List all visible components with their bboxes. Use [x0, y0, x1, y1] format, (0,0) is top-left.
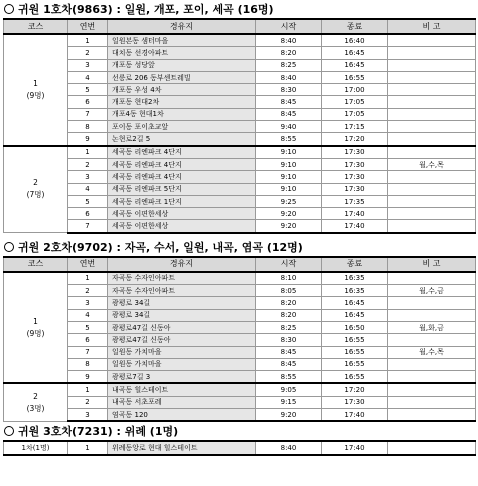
table-row — [4, 371, 476, 384]
start-time: 8:10 — [256, 272, 322, 285]
start-time: 8:25 — [256, 59, 322, 71]
end-time: 16:35 — [322, 285, 388, 297]
row-index: 1 — [68, 146, 108, 159]
start-time: 8:55 — [256, 371, 322, 384]
end-time: 17:30 — [322, 158, 388, 170]
table-row — [4, 34, 476, 47]
table-row — [4, 346, 476, 358]
note-cell — [388, 195, 476, 207]
row-index: 5 — [68, 321, 108, 333]
row-index: 2 — [68, 158, 108, 170]
end-time: 17:40 — [322, 441, 388, 454]
stop-name: 광평로47길 신동아 — [108, 321, 256, 333]
end-time: 17:30 — [322, 396, 388, 408]
stop-name: 논현로2길 5 — [108, 133, 256, 146]
route-table-bus-2 — [3, 256, 476, 423]
circle-bullet-icon — [4, 4, 14, 14]
note-cell — [388, 208, 476, 220]
table-row — [4, 84, 476, 96]
row-index: 6 — [68, 208, 108, 220]
table-header-row — [4, 257, 476, 272]
table-row — [4, 108, 476, 120]
course-number: 1 — [33, 78, 38, 88]
course-count: (9명) — [26, 328, 45, 338]
start-time: 8:25 — [256, 321, 322, 333]
end-time: 16:55 — [322, 371, 388, 384]
start-time: 9:05 — [256, 383, 322, 396]
stop-name: 포이동 포이초교앞 — [108, 121, 256, 133]
row-index: 5 — [68, 195, 108, 207]
table-row — [4, 358, 476, 370]
circle-bullet-icon — [4, 242, 14, 252]
start-time: 9:25 — [256, 195, 322, 207]
section-title-bus-1: 귀원 1호차(9863) : 일원, 개포, 포이, 세곡 (16명) — [0, 1, 478, 18]
start-time: 8:40 — [256, 71, 322, 83]
course-group — [4, 34, 476, 146]
header-end: 종료 — [322, 19, 388, 34]
course-number: 2 — [33, 391, 38, 401]
route-table-bus-1 — [3, 18, 476, 234]
end-time: 16:40 — [322, 34, 388, 47]
row-index: 7 — [68, 108, 108, 120]
start-time: 9:10 — [256, 183, 322, 195]
stop-name: 개포4동 현대1차 — [108, 108, 256, 120]
course-cell — [4, 383, 68, 421]
end-time: 16:55 — [322, 71, 388, 83]
start-time: 9:20 — [256, 208, 322, 220]
start-time: 8:30 — [256, 84, 322, 96]
route-schedule-document — [0, 1, 478, 486]
table-row — [4, 158, 476, 170]
end-time: 17:20 — [322, 383, 388, 396]
course-group — [4, 272, 476, 384]
stop-name: 일원동 가치마을 — [108, 346, 256, 358]
header-note: 비 고 — [388, 257, 476, 272]
note-cell — [388, 220, 476, 233]
table-row — [4, 133, 476, 146]
table-row — [4, 96, 476, 108]
row-index: 8 — [68, 358, 108, 370]
stop-name: 자곡동 수자인아파트 — [108, 272, 256, 285]
table-row — [4, 285, 476, 297]
course-group — [4, 146, 476, 233]
row-index: 2 — [68, 47, 108, 59]
row-index: 3 — [68, 297, 108, 309]
table-row — [4, 272, 476, 285]
end-time: 16:55 — [322, 358, 388, 370]
note-cell — [388, 71, 476, 83]
stop-name: 개포동 우성 4차 — [108, 84, 256, 96]
row-index: 5 — [68, 84, 108, 96]
header-course: 코스 — [4, 19, 68, 34]
start-time: 8:40 — [256, 34, 322, 47]
table-row — [4, 409, 476, 422]
start-time: 8:45 — [256, 346, 322, 358]
row-index: 8 — [68, 121, 108, 133]
end-time: 16:55 — [322, 334, 388, 346]
note-cell — [388, 297, 476, 309]
end-time: 17:05 — [322, 108, 388, 120]
start-time: 8:20 — [256, 297, 322, 309]
start-time: 8:30 — [256, 334, 322, 346]
course-count: (7명) — [26, 190, 45, 200]
section-title-bus-3: 귀원 3호차(7231) : 위례 (1명) — [0, 423, 478, 440]
start-time: 8:05 — [256, 285, 322, 297]
start-time: 9:10 — [256, 158, 322, 170]
note-cell — [388, 84, 476, 96]
course-count: (9명) — [26, 90, 45, 100]
note-cell — [388, 409, 476, 422]
end-time: 17:35 — [322, 195, 388, 207]
table-row — [4, 208, 476, 220]
stop-name: 위례동앙로 현대 힐스테이트 — [108, 441, 256, 454]
table-row — [4, 441, 476, 454]
table-row — [4, 47, 476, 59]
header-start: 시작 — [256, 19, 322, 34]
start-time: 8:40 — [256, 441, 322, 454]
stop-name: 내곡동 서초포레 — [108, 396, 256, 408]
table-row — [4, 309, 476, 321]
end-time: 17:05 — [322, 96, 388, 108]
table-row — [4, 321, 476, 333]
note-cell: 월,수,금 — [388, 285, 476, 297]
header-end: 종료 — [322, 257, 388, 272]
row-index: 9 — [68, 133, 108, 146]
end-time: 16:50 — [322, 321, 388, 333]
course-group — [4, 383, 476, 421]
end-time: 17:30 — [322, 146, 388, 159]
header-stop: 경유지 — [108, 257, 256, 272]
end-time: 16:45 — [322, 47, 388, 59]
course-count: (3명) — [26, 403, 45, 413]
header-course: 코스 — [4, 257, 68, 272]
header-stop: 경유지 — [108, 19, 256, 34]
stop-name: 대치동 선경아파트 — [108, 47, 256, 59]
stop-name: 일원본동 샘터마을 — [108, 34, 256, 47]
note-cell — [388, 47, 476, 59]
note-cell — [388, 108, 476, 120]
table-header-row — [4, 19, 476, 34]
table-row — [4, 220, 476, 233]
stop-name: 자곡동 수자인아파트 — [108, 285, 256, 297]
start-time: 9:40 — [256, 121, 322, 133]
header-note: 비 고 — [388, 19, 476, 34]
note-cell — [388, 59, 476, 71]
course-cell — [4, 146, 68, 233]
row-index: 4 — [68, 71, 108, 83]
header-start: 시작 — [256, 257, 322, 272]
stop-name: 세곡동 리엔파크 5단지 — [108, 183, 256, 195]
row-index: 7 — [68, 346, 108, 358]
section-title-bus-2: 귀원 2호차(9702) : 자곡, 수서, 일원, 내곡, 염곡 (12명) — [0, 239, 478, 256]
start-time: 9:10 — [256, 146, 322, 159]
stop-name: 개포동 성당앞 — [108, 59, 256, 71]
row-index: 9 — [68, 371, 108, 384]
header-index: 연번 — [68, 19, 108, 34]
stop-name: 세곡동 리엔파크 4단지 — [108, 158, 256, 170]
start-time: 8:20 — [256, 47, 322, 59]
note-cell: 월,수,목 — [388, 158, 476, 170]
note-cell — [388, 334, 476, 346]
start-time: 8:45 — [256, 96, 322, 108]
table-row — [4, 171, 476, 183]
row-index: 2 — [68, 285, 108, 297]
row-index: 6 — [68, 96, 108, 108]
end-time: 17:20 — [322, 133, 388, 146]
table-row — [4, 59, 476, 71]
table-row — [4, 183, 476, 195]
start-time: 8:20 — [256, 309, 322, 321]
end-time: 16:45 — [322, 59, 388, 71]
end-time: 17:15 — [322, 121, 388, 133]
start-time: 9:10 — [256, 171, 322, 183]
note-cell — [388, 121, 476, 133]
stop-name: 선릉로 206 동부센트레빌 — [108, 71, 256, 83]
table-row — [4, 121, 476, 133]
start-time: 9:20 — [256, 409, 322, 422]
course-number: 1 — [33, 316, 38, 326]
note-cell — [388, 96, 476, 108]
stop-name: 세곡동 리엔파크 1단지 — [108, 195, 256, 207]
course-cell: 1차(1명) — [4, 441, 68, 454]
end-time: 17:40 — [322, 208, 388, 220]
end-time: 16:35 — [322, 272, 388, 285]
note-cell — [388, 309, 476, 321]
row-index: 7 — [68, 220, 108, 233]
row-index: 1 — [68, 383, 108, 396]
table-row — [4, 297, 476, 309]
table-row — [4, 396, 476, 408]
row-index: 4 — [68, 309, 108, 321]
route-table-bus-3 — [3, 440, 476, 455]
note-cell: 월,수,목 — [388, 346, 476, 358]
table-row — [4, 195, 476, 207]
stop-name: 세곡동 이편한세상 — [108, 220, 256, 233]
table-row — [4, 146, 476, 159]
start-time: 8:45 — [256, 108, 322, 120]
row-index: 3 — [68, 59, 108, 71]
stop-name: 염곡동 120 — [108, 409, 256, 422]
note-cell — [388, 133, 476, 146]
stop-name: 광평로 34길 — [108, 309, 256, 321]
start-time: 9:20 — [256, 220, 322, 233]
circle-bullet-icon — [4, 426, 14, 436]
end-time: 16:45 — [322, 297, 388, 309]
end-time: 17:30 — [322, 183, 388, 195]
note-cell — [388, 383, 476, 396]
stop-name: 광평로47길 신동아 — [108, 334, 256, 346]
note-cell — [388, 171, 476, 183]
row-index: 1 — [68, 34, 108, 47]
note-cell: 월,화,금 — [388, 321, 476, 333]
row-index: 4 — [68, 183, 108, 195]
note-cell — [388, 441, 476, 454]
stop-name: 세곡동 이편한세상 — [108, 208, 256, 220]
stop-name: 세곡동 리엔파크 4단지 — [108, 146, 256, 159]
row-index: 1 — [68, 272, 108, 285]
end-time: 17:40 — [322, 409, 388, 422]
end-time: 17:40 — [322, 220, 388, 233]
stop-name: 광평로7길 3 — [108, 371, 256, 384]
course-number: 2 — [33, 178, 38, 188]
table-row — [4, 71, 476, 83]
header-index: 연번 — [68, 257, 108, 272]
row-index: 1 — [68, 441, 108, 454]
row-index: 3 — [68, 409, 108, 422]
end-time: 16:45 — [322, 309, 388, 321]
stop-name: 일원동 가치마을 — [108, 358, 256, 370]
course-cell — [4, 272, 68, 384]
stop-name: 광평로 34길 — [108, 297, 256, 309]
stop-name: 개포동 현대2차 — [108, 96, 256, 108]
note-cell — [388, 272, 476, 285]
note-cell — [388, 34, 476, 47]
end-time: 17:00 — [322, 84, 388, 96]
start-time: 8:55 — [256, 133, 322, 146]
table-row — [4, 383, 476, 396]
note-cell — [388, 396, 476, 408]
stop-name: 세곡동 리엔파크 4단지 — [108, 171, 256, 183]
end-time: 17:30 — [322, 171, 388, 183]
row-index: 6 — [68, 334, 108, 346]
start-time: 9:15 — [256, 396, 322, 408]
note-cell — [388, 358, 476, 370]
note-cell — [388, 146, 476, 159]
table-row — [4, 334, 476, 346]
note-cell — [388, 371, 476, 384]
end-time: 16:55 — [322, 346, 388, 358]
row-index: 3 — [68, 171, 108, 183]
note-cell — [388, 183, 476, 195]
course-cell — [4, 34, 68, 146]
start-time: 8:45 — [256, 358, 322, 370]
row-index: 2 — [68, 396, 108, 408]
stop-name: 내곡동 힐스테이트 — [108, 383, 256, 396]
